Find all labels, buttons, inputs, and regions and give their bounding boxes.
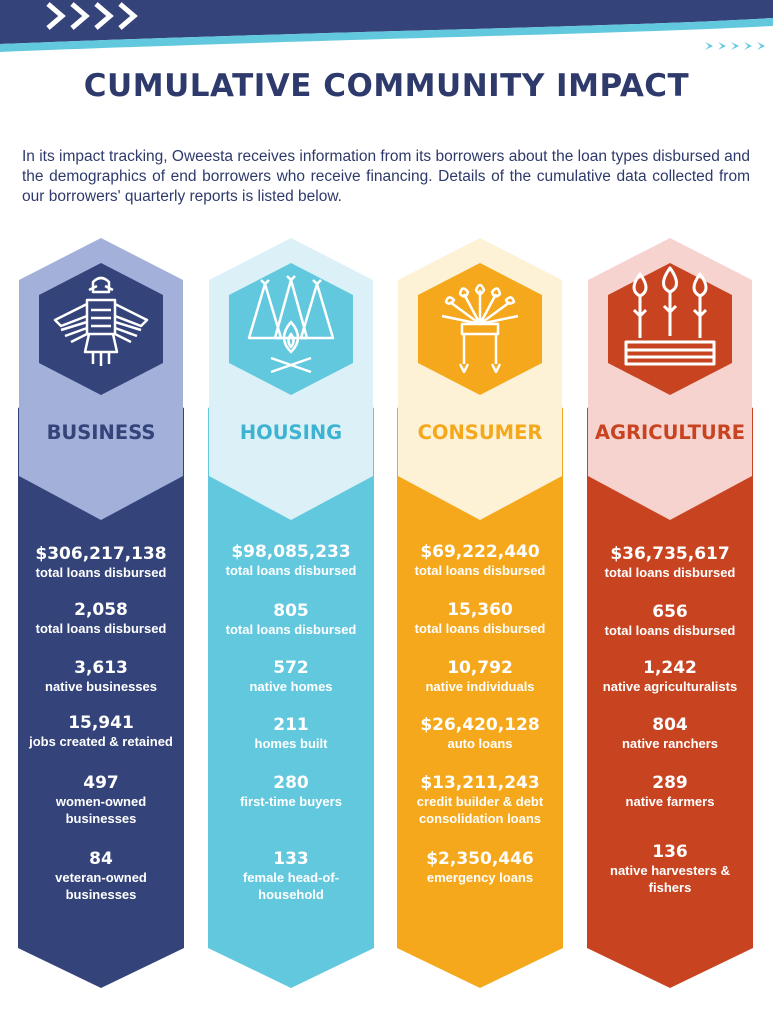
- stat-item: [575, 544, 765, 581]
- small-chevrons-icon: [705, 42, 765, 50]
- stat-value: 497: [83, 773, 119, 793]
- stat-label: auto loans: [447, 736, 513, 751]
- page-title: CUMULATIVE COMMUNITY IMPACT: [83, 68, 690, 104]
- stat-value: 133: [273, 849, 309, 869]
- stat-label: native homes: [249, 679, 333, 694]
- stat-value: 15,360: [447, 600, 513, 620]
- stat-item: [6, 658, 196, 695]
- category-title: HOUSING: [239, 421, 343, 444]
- stat-value: 805: [273, 601, 309, 621]
- stat-value: 3,613: [74, 658, 128, 678]
- stat-item: [196, 715, 386, 752]
- stat-label: veteran-owned businesses: [55, 870, 147, 902]
- stat-label: native harvesters & fishers: [610, 863, 730, 895]
- stat-label: total loans disbursed: [35, 565, 167, 580]
- stat-label: jobs created & retained: [29, 734, 173, 749]
- stat-label: first-time buyers: [240, 794, 342, 809]
- stat-value: 572: [273, 658, 309, 678]
- stat-label: total loans disbursed: [604, 565, 736, 580]
- stat-value: $2,350,446: [426, 849, 534, 869]
- stat-label: native individuals: [425, 679, 535, 694]
- stat-item: [385, 715, 575, 752]
- stat-value: $69,222,440: [420, 542, 540, 562]
- stat-item: [575, 773, 765, 810]
- stat-item: [385, 542, 575, 579]
- stat-value: 289: [652, 773, 688, 793]
- stat-label: total loans disbursed: [604, 623, 736, 638]
- stat-label: total loans disbursed: [225, 563, 357, 578]
- stat-item: [196, 601, 386, 638]
- stat-label: native agriculturalists: [602, 679, 738, 694]
- category-title: CONSUMER: [417, 421, 543, 444]
- stat-item: [385, 600, 575, 637]
- stat-label: total loans disbursed: [414, 563, 546, 578]
- stat-item: [385, 658, 575, 695]
- stat-item: [575, 715, 765, 752]
- stat-item: [385, 849, 575, 886]
- stat-value: 84: [89, 849, 113, 869]
- stat-label: total loans disbursed: [225, 622, 357, 637]
- headdress-icon: [420, 260, 540, 390]
- category-title: AGRICULTURE: [594, 421, 746, 444]
- stat-item: [6, 849, 196, 903]
- category-title: BUSINESS: [46, 421, 156, 444]
- stat-item: [6, 713, 196, 750]
- housing-column: [196, 238, 386, 988]
- stat-item: [196, 542, 386, 579]
- stat-label: native farmers: [625, 794, 715, 809]
- stat-label: total loans disbursed: [414, 621, 546, 636]
- stat-value: 804: [652, 715, 688, 735]
- consumer-column: [385, 238, 575, 988]
- stat-value: $306,217,138: [35, 544, 167, 564]
- stat-label: homes built: [254, 736, 328, 751]
- stat-item: [575, 842, 765, 896]
- stat-item: [6, 544, 196, 581]
- stat-item: [575, 658, 765, 695]
- stat-value: $13,211,243: [420, 773, 540, 793]
- stat-label: credit builder & debt consolidation loans: [416, 794, 544, 826]
- stat-item: [6, 600, 196, 637]
- tipi-campfire-icon: [231, 260, 351, 390]
- stat-item: [196, 849, 386, 903]
- header-band: [0, 0, 773, 60]
- eagle-icon: [41, 260, 161, 390]
- agriculture-column: [575, 238, 765, 988]
- stat-label: female head-of-household: [242, 870, 340, 902]
- crops-icon: [610, 260, 730, 390]
- stat-label: women-owned businesses: [55, 794, 147, 826]
- stat-item: [196, 773, 386, 810]
- stat-value: 2,058: [74, 600, 128, 620]
- intro-paragraph: In its impact tracking, Oweesta receives information from its borrowers about the loan types disbursed and the demographics of end borrowers who receive financing. Details of the cumulative data collected from our borrowers' quarterly reports is listed below.: [22, 148, 750, 205]
- stat-value: $98,085,233: [231, 542, 351, 562]
- stat-item: [385, 773, 575, 827]
- stat-label: emergency loans: [426, 870, 534, 885]
- stat-value: 656: [652, 602, 688, 622]
- stat-value: 1,242: [643, 658, 697, 678]
- business-column: [6, 238, 196, 988]
- stat-label: native businesses: [45, 679, 157, 694]
- stat-label: total loans disbursed: [35, 621, 167, 636]
- stat-value: 10,792: [447, 658, 513, 678]
- stat-value: 15,941: [68, 713, 134, 733]
- stat-item: [196, 658, 386, 695]
- stat-label: native ranchers: [621, 736, 719, 751]
- stat-item: [6, 773, 196, 827]
- stat-value: 136: [652, 842, 688, 862]
- stat-value: $26,420,128: [420, 715, 540, 735]
- stat-value: 280: [273, 773, 309, 793]
- stat-item: [575, 602, 765, 639]
- stat-value: $36,735,617: [610, 544, 730, 564]
- stat-value: 211: [273, 715, 309, 735]
